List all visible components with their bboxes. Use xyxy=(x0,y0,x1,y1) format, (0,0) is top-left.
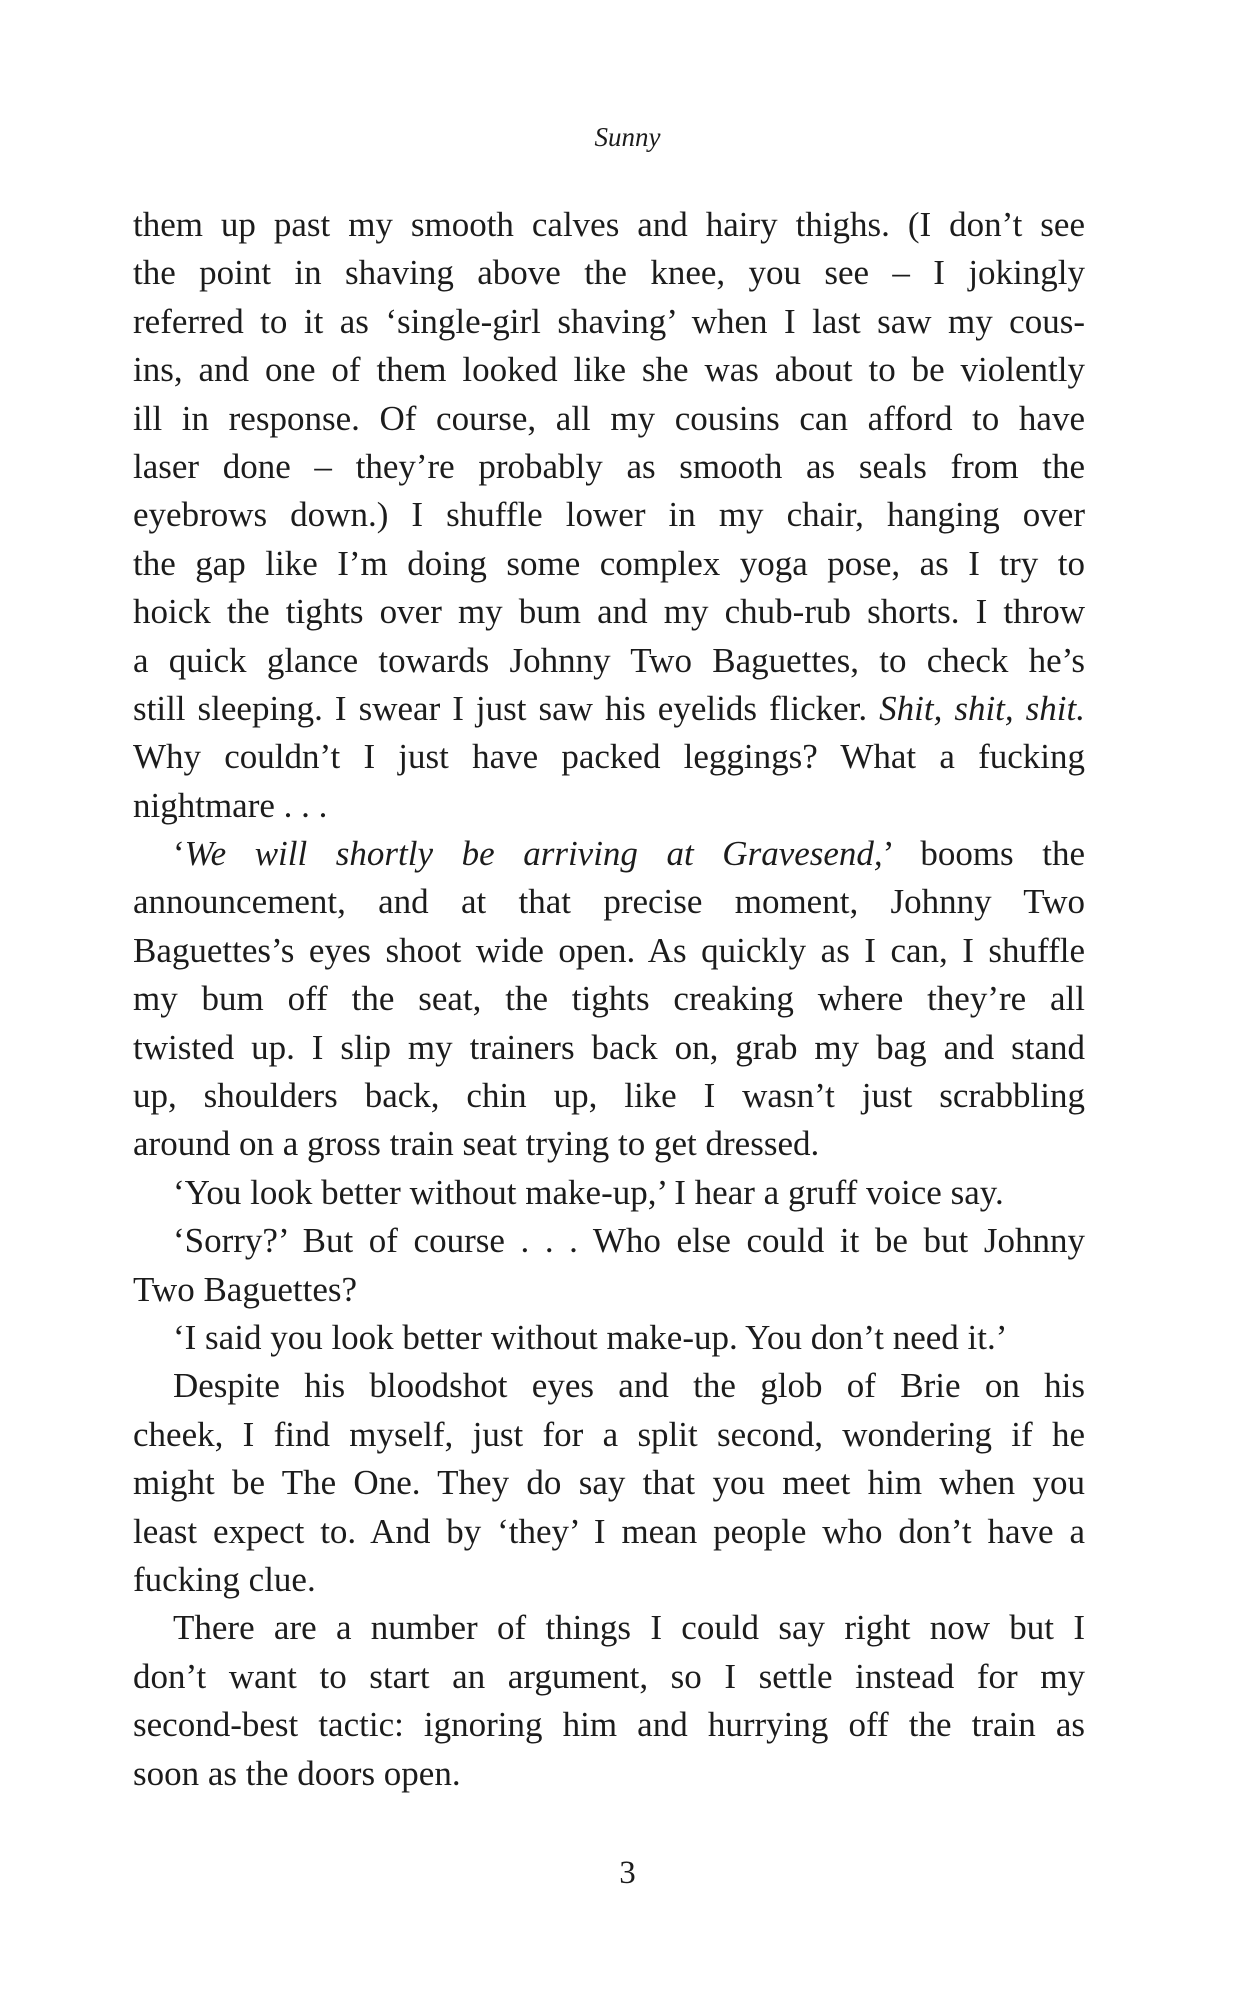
text-line: the gap like I’m doing some complex yoga pose, as I try to xyxy=(133,543,1085,583)
text-line xyxy=(133,685,1085,733)
text-line: twisted up. I slip my trainers back on, grab my bag and stand xyxy=(133,1027,1085,1067)
text-line: referred to it as ‘single-girl shaving’ when I last saw my cous- xyxy=(133,301,1085,341)
italic-text: Shit, shit, shit. xyxy=(879,688,1085,728)
text-line: around on a gross train seat trying to get dressed. xyxy=(133,1124,820,1164)
text-line: nightmare . . . xyxy=(133,785,328,825)
text-line: ‘Sorry?’ But of course . . . Who else could it be but Johnny xyxy=(173,1221,1085,1261)
text-line: my bum off the seat, the tights creaking where they’re all xyxy=(133,979,1085,1019)
text-segment: ’ booms the xyxy=(882,834,1085,874)
text-line: might be The One. They do say that you meet him when you xyxy=(133,1463,1085,1503)
text-line: up, shoulders back, chin up, like I wasn’t just scrabbling xyxy=(133,1076,1085,1116)
text-line: ‘I said you look better without make-up. You don’t need it.’ xyxy=(173,1317,1008,1357)
text-line: ill in response. Of course, all my cousins can afford to have xyxy=(133,398,1085,438)
text-line: least expect to. And by ‘they’ I mean people who don’t have a xyxy=(133,1511,1085,1551)
text-line: second-best tactic: ignoring him and hurrying off the train as xyxy=(133,1705,1085,1745)
text-line: them up past my smooth calves and hairy thighs. (I don’t see xyxy=(133,205,1085,244)
text-line: a quick glance towards Johnny Two Baguettes, to check he’s xyxy=(133,640,1085,680)
text-line: eyebrows down.) I shuffle lower in my chair, hanging over xyxy=(133,495,1085,535)
text-line: don’t want to start an argument, so I settle instead for my xyxy=(133,1656,1085,1696)
text-line xyxy=(133,830,1085,878)
text-segment: still sleeping. I swear I just saw his eyelids flicker. xyxy=(133,688,880,728)
text-segment: ‘ xyxy=(173,834,185,874)
body-text xyxy=(133,201,1085,1798)
text-line: Why couldn’t I just have packed leggings? What a fucking xyxy=(133,737,1085,777)
text-line: ‘You look better without make-up,’ I hear a gruff voice say. xyxy=(173,1172,1004,1212)
text-line: hoick the tights over my bum and my chub-rub shorts. I throw xyxy=(133,592,1085,632)
text-line: laser done – they’re probably as smooth as seals from the xyxy=(133,446,1085,486)
text-line: Despite his bloodshot eyes and the glob of Brie on his xyxy=(173,1366,1085,1406)
text-line: soon as the doors open. xyxy=(133,1753,461,1793)
text-line: cheek, I find myself, just for a split second, wondering if he xyxy=(133,1414,1085,1454)
page-number: 3 xyxy=(619,1855,636,1891)
text-line: Two Baguettes? xyxy=(133,1269,358,1309)
italic-text: We will shortly be arriving at Gravesend, xyxy=(184,834,883,874)
text-line: the point in shaving above the knee, you see – I jokingly xyxy=(133,253,1085,293)
text-line: Baguettes’s eyes shoot wide open. As quickly as I can, I shuffle xyxy=(133,930,1085,970)
text-line: ins, and one of them looked like she was about to be violently xyxy=(133,350,1085,390)
text-line: There are a number of things I could say right now but I xyxy=(173,1608,1085,1648)
running-head: Sunny xyxy=(594,122,661,152)
text-line: fucking clue. xyxy=(133,1559,316,1599)
text-line: announcement, and at that precise moment, Johnny Two xyxy=(133,882,1085,922)
